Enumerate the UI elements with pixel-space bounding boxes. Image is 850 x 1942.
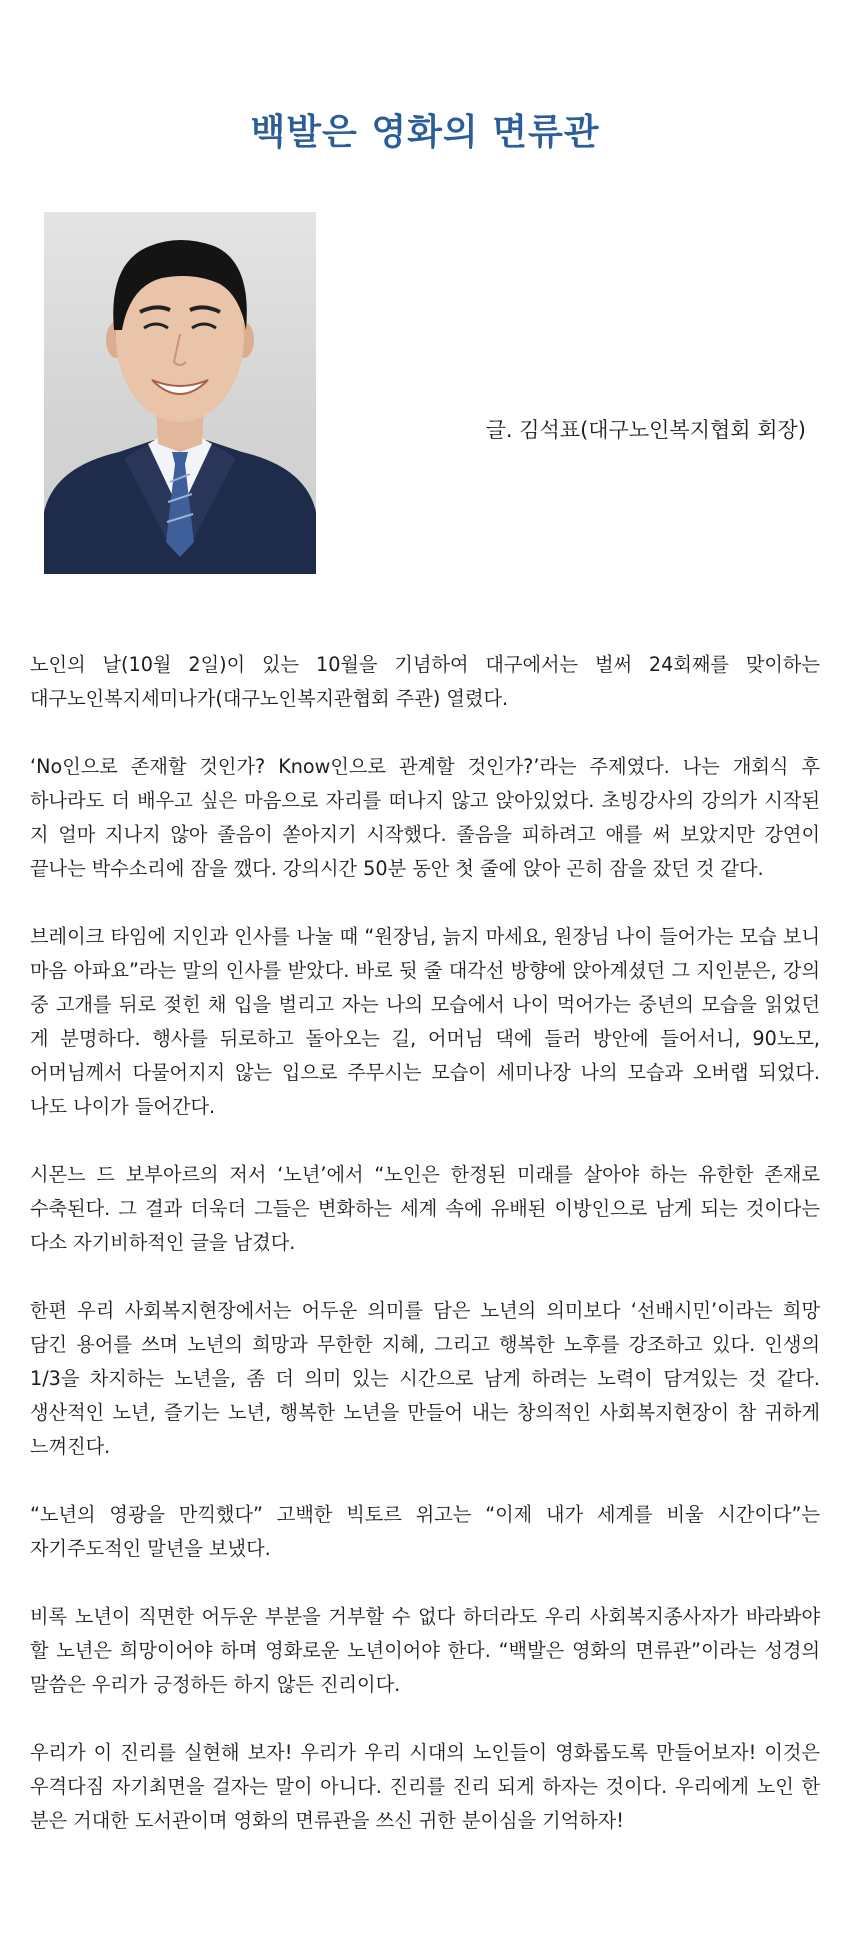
article-body bbox=[30, 648, 820, 1872]
author-portrait-icon bbox=[44, 212, 316, 574]
article-paragraph: 비록 노년이 직면한 어두운 부분을 거부할 수 없다 하더라도 우리 사회복지종사자가 바라봐야 할 노년은 희망이어야 하며 영화로운 노년이어야 한다. “백발은 영화의 면류관”이라는 성경의 말씀은 우리가 긍정하든 하지 않든 진리이다. bbox=[30, 1605, 820, 1696]
article-paragraph: 우리가 이 진리를 실현해 보자! 우리가 우리 시대의 노인들이 영화롭도록 만들어보자! 이것은 우격다짐 자기최면을 걸자는 말이 아니다. 진리를 진리 되게 하자는 것이다. 우리에게 노인 한 분은 거대한 도서관이며 영화의 면류관을 쓰신 귀한 분이심을 기억하자! bbox=[30, 1741, 820, 1832]
article-paragraph: ‘No인으로 존재할 것인가? Know인으로 관계할 것인가?’라는 주제였다. 나는 개회식 후 하나라도 더 배우고 싶은 마음으로 자리를 떠나지 않고 앉아있었다. 초빙강사의 강의가 시작된 지 얼마 지나지 않아 졸음이 쏟아지기 시작했다. 졸음을 피하려고 애를 써 보았지만 강연이 끝나는 박수소리에 잠을 깼다. 강의시간 50분 동안 첫 줄에 앉아 곤히 잠을 잤던 것 같다. bbox=[30, 755, 820, 880]
author-byline: 글. 김석표(대구노인복지협회 회장) bbox=[485, 418, 806, 442]
author-photo bbox=[44, 212, 316, 574]
article-paragraph: 브레이크 타임에 지인과 인사를 나눌 때 “원장님, 늙지 마세요, 원장님 나이 들어가는 모습 보니 마음 아파요”라는 말의 인사를 받았다. 바로 뒷 줄 대각선 방향에 앉아계셨던 그 지인분은, 강의 중 고개를 뒤로 젖힌 채 입을 벌리고 자는 나의 모습에서 나이 먹어가는 중년의 모습을 읽었던 게 분명하다. 행사를 뒤로하고 돌아오는 길, 어머님 댁에 들러 방안에 들어서니, 90노모, 어머님께서 다물어지지 않는 입으로 주무시는 모습이 세미나장 나의 모습과 오버랩 되었다. 나도 나이가 들어간다. bbox=[30, 925, 820, 1118]
article-paragraph: 노인의 날(10월 2일)이 있는 10월을 기념하여 대구에서는 벌써 24회째를 맞이하는 대구노인복지세미나가(대구노인복지관협회 주관) 열렸다. bbox=[30, 653, 820, 710]
article-title: 백발은 영화의 면류관 bbox=[250, 112, 600, 154]
article-paragraph: 시몬느 드 보부아르의 저서 ‘노년’에서 “노인은 한정된 미래를 살아야 하는 유한한 존재로 수축된다. 그 결과 더욱더 그들은 변화하는 세계 속에 유배된 이방인으로 남게 되는 것이다는 다소 자기비하적인 글을 남겼다. bbox=[30, 1163, 820, 1254]
article-paragraph: “노년의 영광을 만끽했다” 고백한 빅토르 위고는 “이제 내가 세계를 비울 시간이다”는 자기주도적인 말년을 보냈다. bbox=[30, 1503, 820, 1560]
article-paragraph: 한편 우리 사회복지현장에서는 어두운 의미를 담은 노년의 의미보다 ‘선배시민’이라는 희망 담긴 용어를 쓰며 노년의 희망과 무한한 지혜, 그리고 행복한 노후를 강조하고 있다. 인생의 1/3을 차지하는 노년을, 좀 더 의미 있는 시간으로 남게 하려는 노력이 담겨있는 것 같다. 생산적인 노년, 즐기는 노년, 행복한 노년을 만들어 내는 창의적인 사회복지현장이 참 귀하게 느껴진다. bbox=[30, 1299, 820, 1458]
